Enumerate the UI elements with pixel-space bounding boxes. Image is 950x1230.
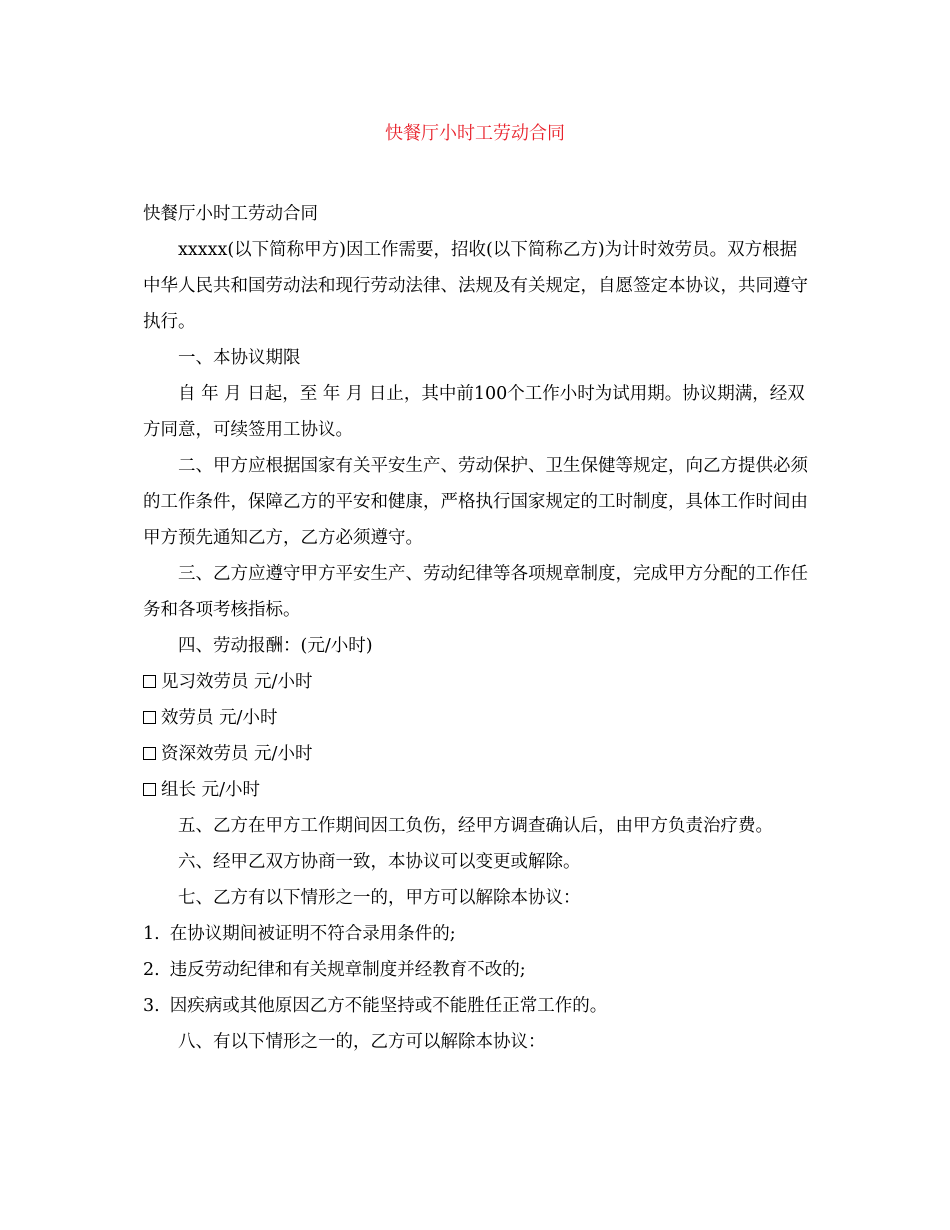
list-item-number: 3. (143, 996, 160, 1016)
section-2-paragraph: 二、甲方应根据国家有关平安生产、劳动保护、卫生保健等规定，向乙方提供必须的工作条件，保障乙方的平安和健康，严格执行国家规定的工时制度，具体工作时间由甲方预先通知乙方，乙方必须遵守。 (143, 456, 808, 548)
section-6-paragraph: 六、经甲乙双方协商一致，本协议可以变更或解除。 (178, 852, 581, 872)
section-7-heading: 七、乙方有以下情形之一的，甲方可以解除本协议： (178, 888, 581, 908)
section-4-heading: 四、劳动报酬：(元/小时) (178, 636, 373, 656)
list-item (143, 952, 811, 988)
pay-option-label: 组长 元/小时 (161, 780, 260, 800)
checkbox-icon (143, 783, 156, 796)
document-body (143, 196, 811, 1060)
document-title: 快餐厅小时工劳动合同 (385, 123, 565, 144)
pay-option-label: 资深效劳员 元/小时 (161, 744, 313, 764)
section-5-paragraph: 五、乙方在甲方工作期间因工负伤，经甲方调查确认后，由甲方负责治疗费。 (178, 816, 773, 836)
list-item (143, 916, 811, 952)
list-item-text: 因疾病或其他原因乙方不能坚持或不能胜任正常工作的。 (169, 996, 608, 1016)
pay-option (143, 736, 811, 772)
section-1-heading: 一、本协议期限 (178, 348, 301, 368)
list-item (143, 988, 811, 1024)
section-3-paragraph: 三、乙方应遵守甲方平安生产、劳动纪律等各项规章制度，完成甲方分配的工作任务和各项考核指标。 (143, 564, 808, 620)
section-8-heading: 八、有以下情形之一的，乙方可以解除本协议： (178, 1032, 546, 1052)
checkbox-icon (143, 711, 156, 724)
list-item-number: 2. (143, 960, 160, 980)
document-subtitle: 快餐厅小时工劳动合同 (143, 204, 318, 224)
checkbox-icon (143, 747, 156, 760)
pay-option (143, 664, 811, 700)
pay-option (143, 700, 811, 736)
section-1-body: 自 年 月 日起，至 年 月 日止，其中前100个工作小时为试用期。协议期满，经双方同意，可续签用工协议。 (143, 384, 805, 440)
list-item-text: 违反劳动纪律和有关规章制度并经教育不改的; (169, 960, 526, 980)
list-item-number: 1. (143, 924, 160, 944)
list-item-text: 在协议期间被证明不符合录用条件的; (169, 924, 456, 944)
pay-option (143, 772, 811, 808)
checkbox-icon (143, 675, 156, 688)
intro-paragraph: xxxxx(以下简称甲方)因工作需要，招收(以下简称乙方)为计时效劳员。双方根据中华人民共和国劳动法和现行劳动法律、法规及有关规定，自愿签定本协议，共同遵守执行。 (143, 240, 808, 332)
pay-option-label: 见习效劳员 元/小时 (161, 672, 313, 692)
pay-option-label: 效劳员 元/小时 (161, 708, 278, 728)
